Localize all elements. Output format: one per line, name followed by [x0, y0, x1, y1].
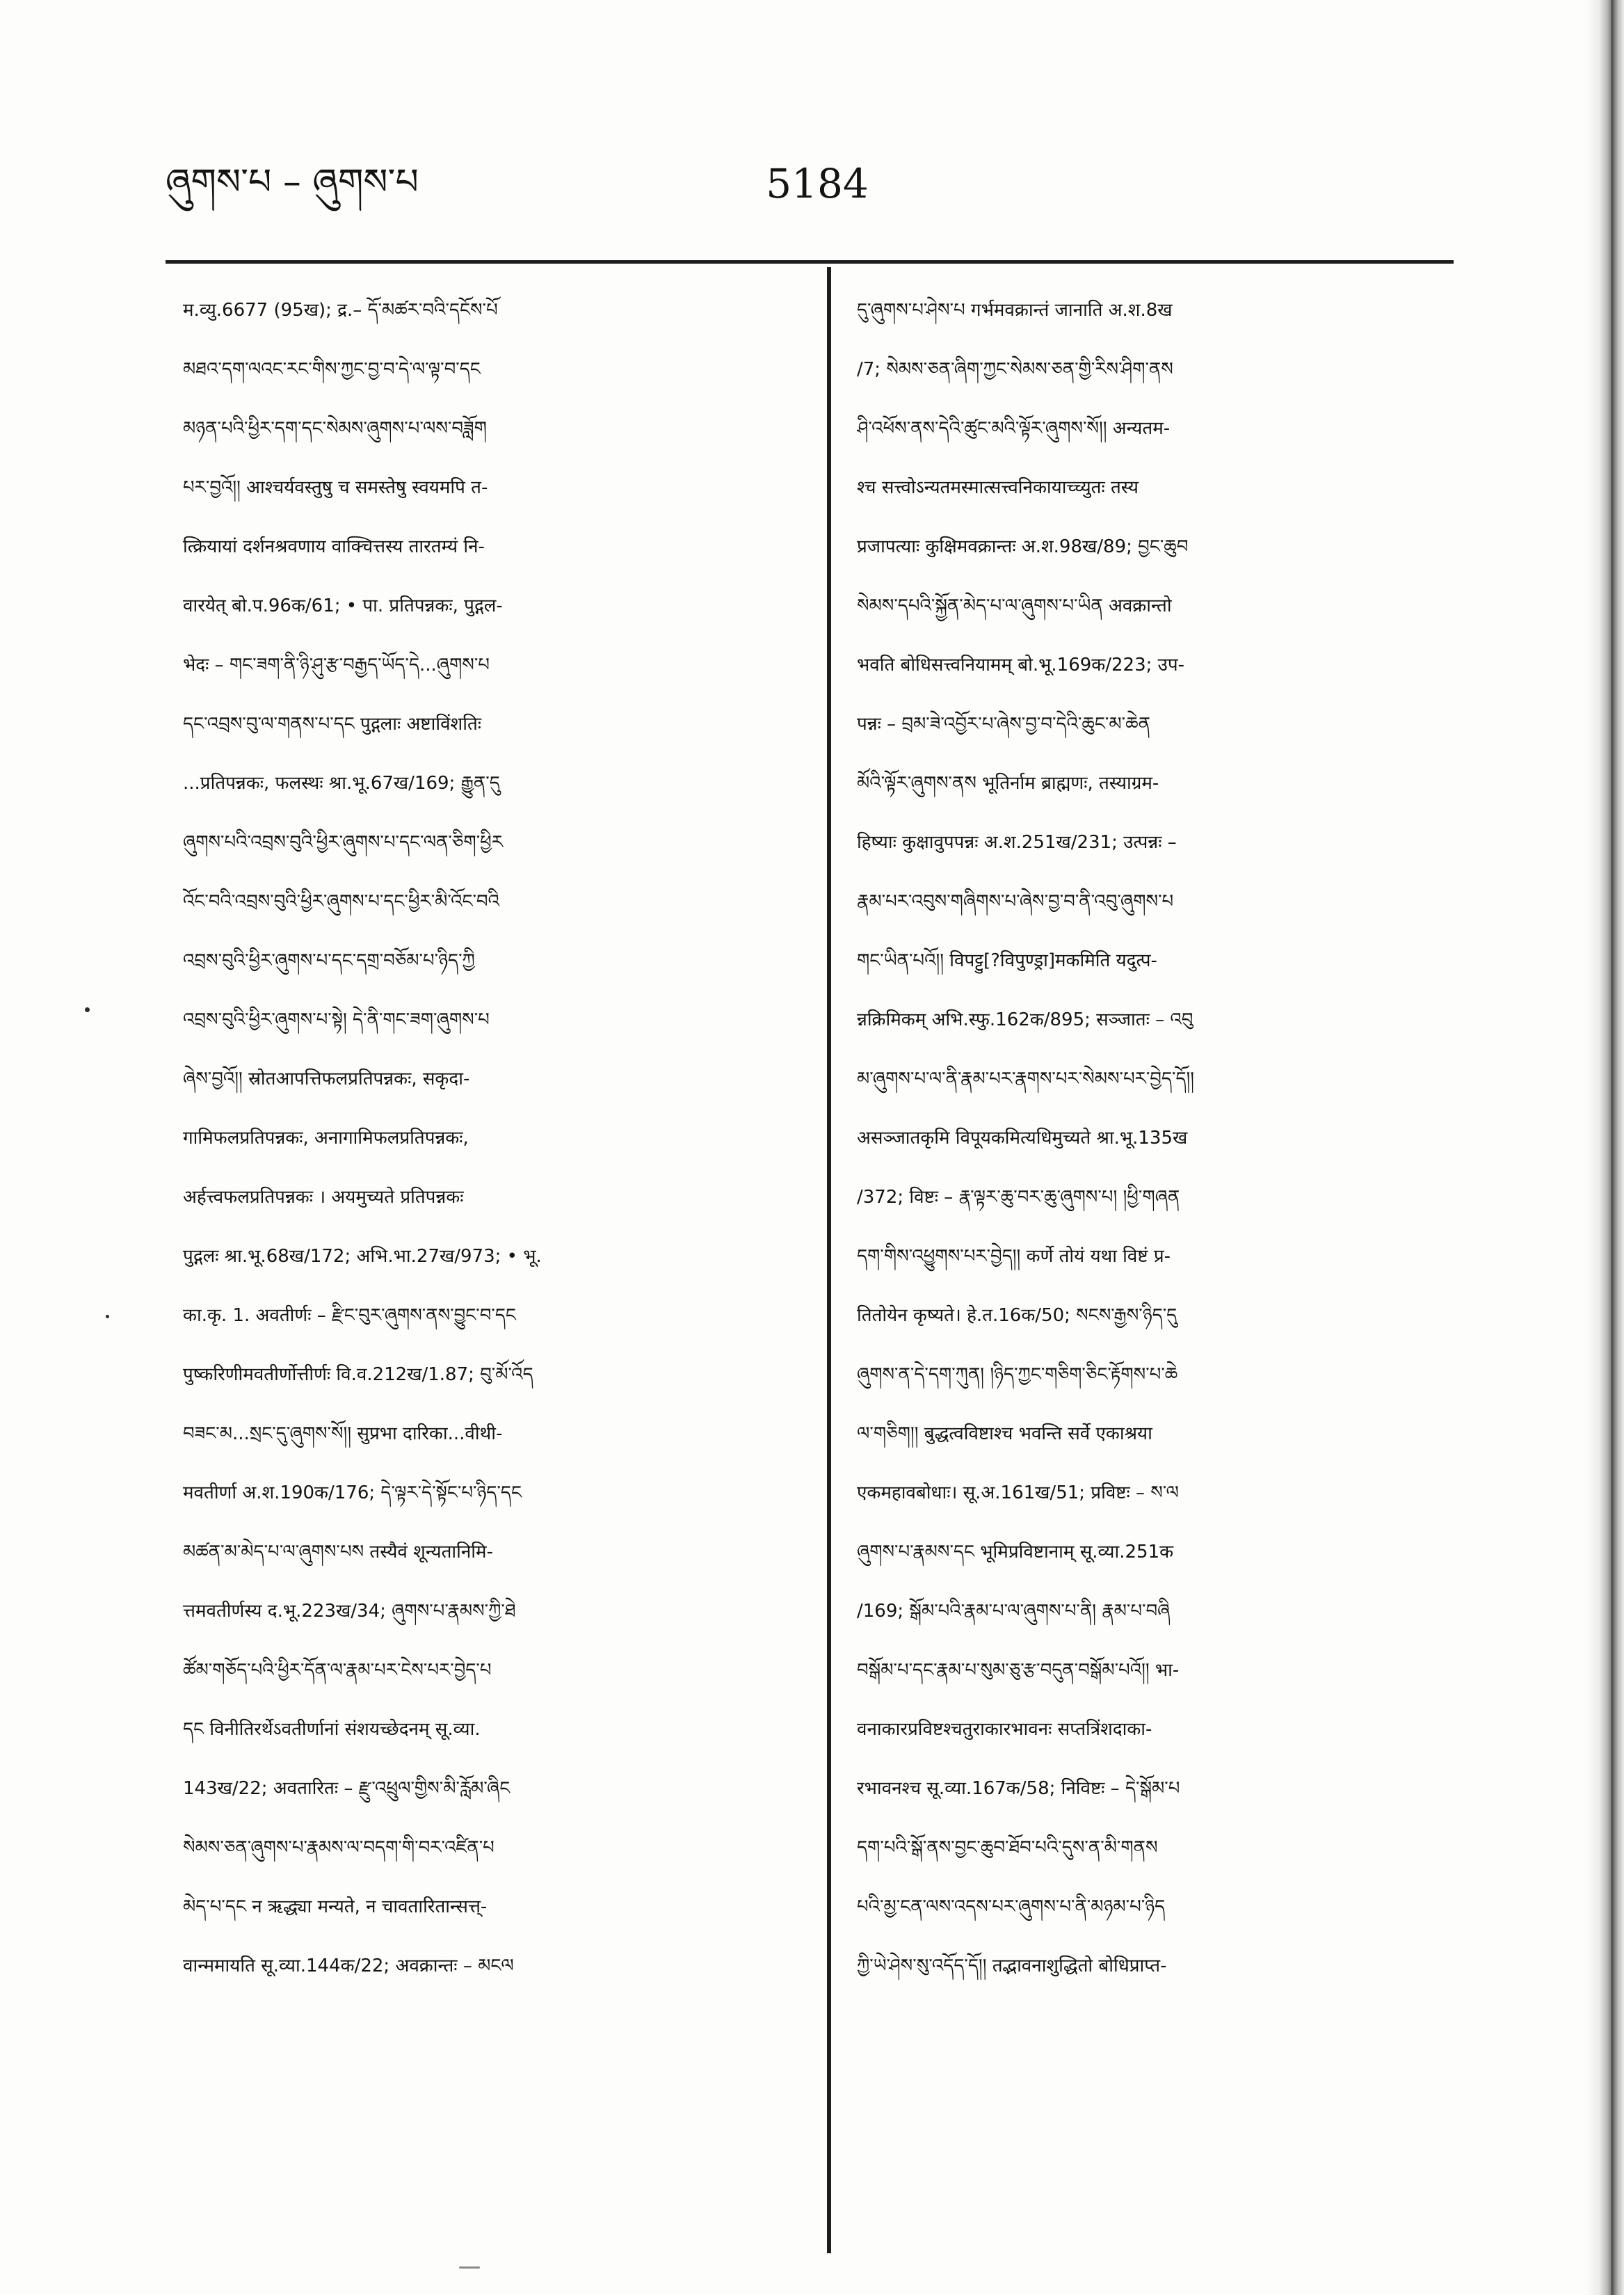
- entry-line: म.व्यु.6677 (95ख); द्र.– དོ་མཚར་བའི་དངོས་པོ: [183, 300, 498, 321]
- entry-line: ཞེས་བྱའོ།། स्रोतआपत्तिफलप्रतिपन्नकः, सकृदा-: [183, 1069, 470, 1089]
- entry-line: བསྒོམ་པ་དང་རྣམ་པ་སུམ་ཅུ་རྩ་བདུན་བསྒོམ་པའོ།། भा-: [857, 1660, 1180, 1681]
- entry-line: वान्ममायति सू.व्या.144क/22; अवक्रान्तः – མངལ: [183, 1956, 514, 1976]
- entry-line: हिष्याः कुक्षावुपपन्नः अ.श.251ख/231; उत्पन्नः –: [857, 832, 1177, 853]
- left-column: [183, 281, 788, 1996]
- entry-line: དག་པའི་སྒོ་ནས་བྱང་ཆུབ་ཐོབ་པའི་དུས་ན་མི་གནས: [857, 1837, 1158, 1858]
- entry-line: वारयेत् बो.प.96क/61; • पा. प्रतिपन्नकः, पुद्गल-: [183, 595, 503, 616]
- entry-line: तितोयेन कृष्यते। हे.त.16क/50; སངས་རྒྱས་ཉིད་དུ: [857, 1305, 1177, 1326]
- entry-line: ཀྱི་ཡེ་ཤེས་སུ་འདོད་དོ།། तद्भावनाशुद्धितो बोधिप्राप्त-: [857, 1956, 1167, 1976]
- entry-line: ཞུགས་པ་རྣམས་དང भूमिप्रविष्टानाम् सू.व्या.251क: [857, 1542, 1174, 1562]
- entry-line: མཐའ་དག་ལའང་རང་གིས་ཀྱང་བྱ་བ་དེ་ལ་ལྟ་བ་དང: [183, 359, 481, 380]
- running-head: ཞུགས་པ – ཞུགས་པ: [166, 161, 419, 203]
- entry-line: त्तमवतीर्णस्य द.भू.223ख/34; ཞུགས་པ་རྣམས་ཀྱི་ཐེ: [183, 1601, 516, 1622]
- entry-line: त्क्रियायां दर्शनश्रवणाय वाक्चित्तस्य तारतम्यं नि-: [183, 536, 485, 557]
- page-number: 5184: [766, 160, 869, 207]
- entry-line: ལ་གཅིག།། बुद्धत्वविष्टाश्च भवन्ति सर्वे एकाश्रया: [857, 1423, 1152, 1444]
- entry-line: वनाकारप्रविष्टश्चतुराकारभावनः सप्तत्रिंशदाका-: [857, 1719, 1152, 1740]
- entry-line: མ་ཞུགས་པ་ལ་ནི་རྣམ་པར་རྣགས་པར་སེམས་པར་བྱེད་དོ།།: [857, 1069, 1195, 1089]
- scan-speck: [85, 1007, 90, 1012]
- entry-line: མོའི་ལྟོར་ཞུགས་ནས भूतिर्नाम ब्राह्मणः, तस्याग्रम-: [857, 773, 1159, 794]
- entry-line: མཉན་པའི་ཕྱིར་དག་དང་སེམས་ཞུགས་པ་ལས་བཟློག: [183, 418, 487, 439]
- entry-line: ...प्रतिपन्नकः, फलस्थः श्रा.भू.67ख/169; རྒྱུན་དུ: [183, 773, 500, 794]
- entry-line: མེད་པ་དང न ऋद्ध्या मन्यते, न चावतारितान्सत्त्-: [183, 1896, 488, 1917]
- entry-line: འབྲས་བུའི་ཕྱིར་ཞུགས་པ་དང་དགྲ་བཅོམ་པ་ཉིད་ཀྱི: [183, 950, 475, 971]
- entry-line: भेदः – གང་ཟག་ནི་ཉི་ཤུ་རྩ་བརྒྱད་ཡོད་དེ...ཞུགས་པ: [183, 655, 490, 675]
- entry-line: དུ་ཞུགས་པ་ཤེས་པ गर्भमवक्रान्तं जानाति अ.श.8ख: [857, 300, 1173, 321]
- entry-line: रभावनश्च सू.व्या.167क/58; निविष्टः – དེ་སྒོམ་པ: [857, 1778, 1180, 1799]
- entry-line: असञ्जातकृमि विपूयकमित्यधिमुच्यते श्रा.भू.135ख: [857, 1128, 1188, 1149]
- entry-line: འོང་བའི་འབྲས་བུའི་ཕྱིར་ཞུགས་པ་དང་ཕྱིར་མི་འོང་བའི: [183, 891, 499, 912]
- entry-line: का.कृ. 1. अवतीर्णः – རྫིང་བུར་ཞུགས་ནས་བྱུང་བ་དང: [183, 1305, 516, 1326]
- entry-line: པའི་མྱ་ངན་ལས་འདས་པར་ཞུགས་པ་ནི་མཉམ་པ་ཉིད: [857, 1896, 1166, 1917]
- header-rule: [166, 260, 1454, 264]
- entry-line: དག་གིས་འཕྱུགས་པར་བྱེད།། कर्णे तोयं यथा विष्टं प्र-: [857, 1246, 1171, 1267]
- entry-line: 143ख/22; अवतारितः – རྫུ་འཕྲུལ་གྱིས་མི་རློམ་ཞིང: [183, 1778, 510, 1799]
- entry-line: अर्हत्त्वफलप्रतिपन्नकः । अयमुच्यते प्रतिपन्नकः: [183, 1187, 464, 1208]
- scan-edge-line: [1611, 0, 1614, 2295]
- entry-line: ཞུགས་ན་དེ་དག་ཀུན། །ཉིད་ཀྱང་གཅིག་ཅིང་རྟོགས་པ་ཆེ: [857, 1364, 1178, 1385]
- entry-line: श्च सत्त्वोऽन्यतमस्मात्सत्त्वनिकायाच्च्युतः तस्य: [857, 477, 1139, 498]
- entry-line: སེམས་དཔའི་སྐྱོན་མེད་པ་ལ་ཞུགས་པ་ཡིན अवक्रान्तो: [857, 595, 1172, 616]
- entry-line: प्रजापत्याः कुक्षिमवक्रान्तः अ.श.98ख/89; བྱང་ཆུབ: [857, 536, 1189, 557]
- scan-speck: [106, 1315, 109, 1318]
- entry-line: པར་བྱའོ།། आश्चर्यवस्तुषु च समस्तेषु स्वयमपि त-: [183, 477, 488, 498]
- entry-line: རྣམ་པར་འབུས་གཞིགས་པ་ཞེས་བྱ་བ་ནི་འབུ་ཞུགས་པ: [857, 891, 1174, 912]
- column-divider: [827, 267, 831, 2253]
- entry-line: དང विनीतिरर्थेऽवतीर्णानां संशयच्छेदनम् सू.व्या.: [183, 1719, 481, 1740]
- entry-line: གང་ཡིན་པའོ།། विपट्टु[?विपुण्ड्रा]मकमिति यदुत्प-: [857, 950, 1157, 971]
- scan-edge: [1586, 0, 1624, 2295]
- entry-line: ཤི་འཕོས་ནས་དེའི་ཚུང་མའི་ལྟོར་ཞུགས་སོ།། अन्यतम-: [857, 418, 1171, 439]
- entry-line: गामिफलप्रतिपन्नकः, अनागामिफलप्रतिपन्नकः,: [183, 1128, 469, 1149]
- entry-line: ཞུགས་པའི་འབྲས་བུའི་ཕྱིར་ཞུགས་པ་དང་ལན་ཅིག་ཕྱིར: [183, 832, 504, 853]
- entry-line: ཚོམ་གཅོད་པའི་ཕྱིར་དོན་ལ་རྣམ་པར་ངེས་པར་བྱེད་པ: [183, 1660, 492, 1681]
- scan-speck: [459, 2266, 480, 2269]
- entry-line: मवतीर्णा अ.श.190क/176; དེ་ལྟར་དེ་སྟོང་པ་ཉིད་དང: [183, 1482, 522, 1503]
- entry-line: /372; विष्टः – རྣ་ལྟར་ཆུ་བར་ཆུ་ཞུགས་པ། །ཕྱི་གཞན: [857, 1187, 1180, 1208]
- entry-line: བཟང་མ...སྲང་དུ་ཞུགས་སོ།། सुप्रभा दारिका...वीथी-: [183, 1423, 503, 1444]
- entry-line: न्नक्रिमिकम् अभि.स्फु.162क/895; सञ्जातः – འབུ: [857, 1009, 1193, 1030]
- entry-line: མཚན་མ་མེད་པ་ལ་ཞུགས་པས तस्यैवं शून्यतानिमि-: [183, 1542, 493, 1562]
- entry-line: पुद्गलः श्रा.भू.68ख/172; अभि.भा.27ख/973; • भू.: [183, 1246, 542, 1267]
- right-column: [857, 281, 1462, 1996]
- entry-line: /169; སྒོམ་པའི་རྣམ་པ་ལ་ཞུགས་པ་ནི། རྣམ་པ་བཞི: [857, 1601, 1171, 1622]
- entry-line: སེམས་ཅན་ཞུགས་པ་རྣམས་ལ་བདག་གི་བར་འཛིན་པ: [183, 1837, 495, 1858]
- entry-line: /7; སེམས་ཅན་ཞིག་ཀྱང་སེམས་ཅན་གྱི་རིས་ཤིག་ནས: [857, 359, 1173, 380]
- entry-line: एकमहावबोधाः। सू.अ.161ख/51; प्रविष्टः – ས་ལ: [857, 1482, 1179, 1503]
- entry-line: भवति बोधिसत्त्वनियामम् बो.भू.169क/223; उप-: [857, 655, 1185, 675]
- entry-line: འབྲས་བུའི་ཕྱིར་ཞུགས་པ་སྟེ། དེ་ནི་གང་ཟག་ཞུགས་པ: [183, 1009, 490, 1030]
- entry-line: पन्नः – བྲམ་ཟེ་འབྱོར་པ་ཞེས་བྱ་བ་དེའི་ཆུང་མ་ཆེན: [857, 714, 1150, 735]
- entry-line: पुष्करिणीमवतीर्णोत्तीर्णः वि.व.212ख/1.87; བུ་མོ་འོད: [183, 1364, 533, 1385]
- entry-line: དང་འབྲས་བུ་ལ་གནས་པ་དང पुद्गलाः अष्टाविंशतिः: [183, 714, 482, 735]
